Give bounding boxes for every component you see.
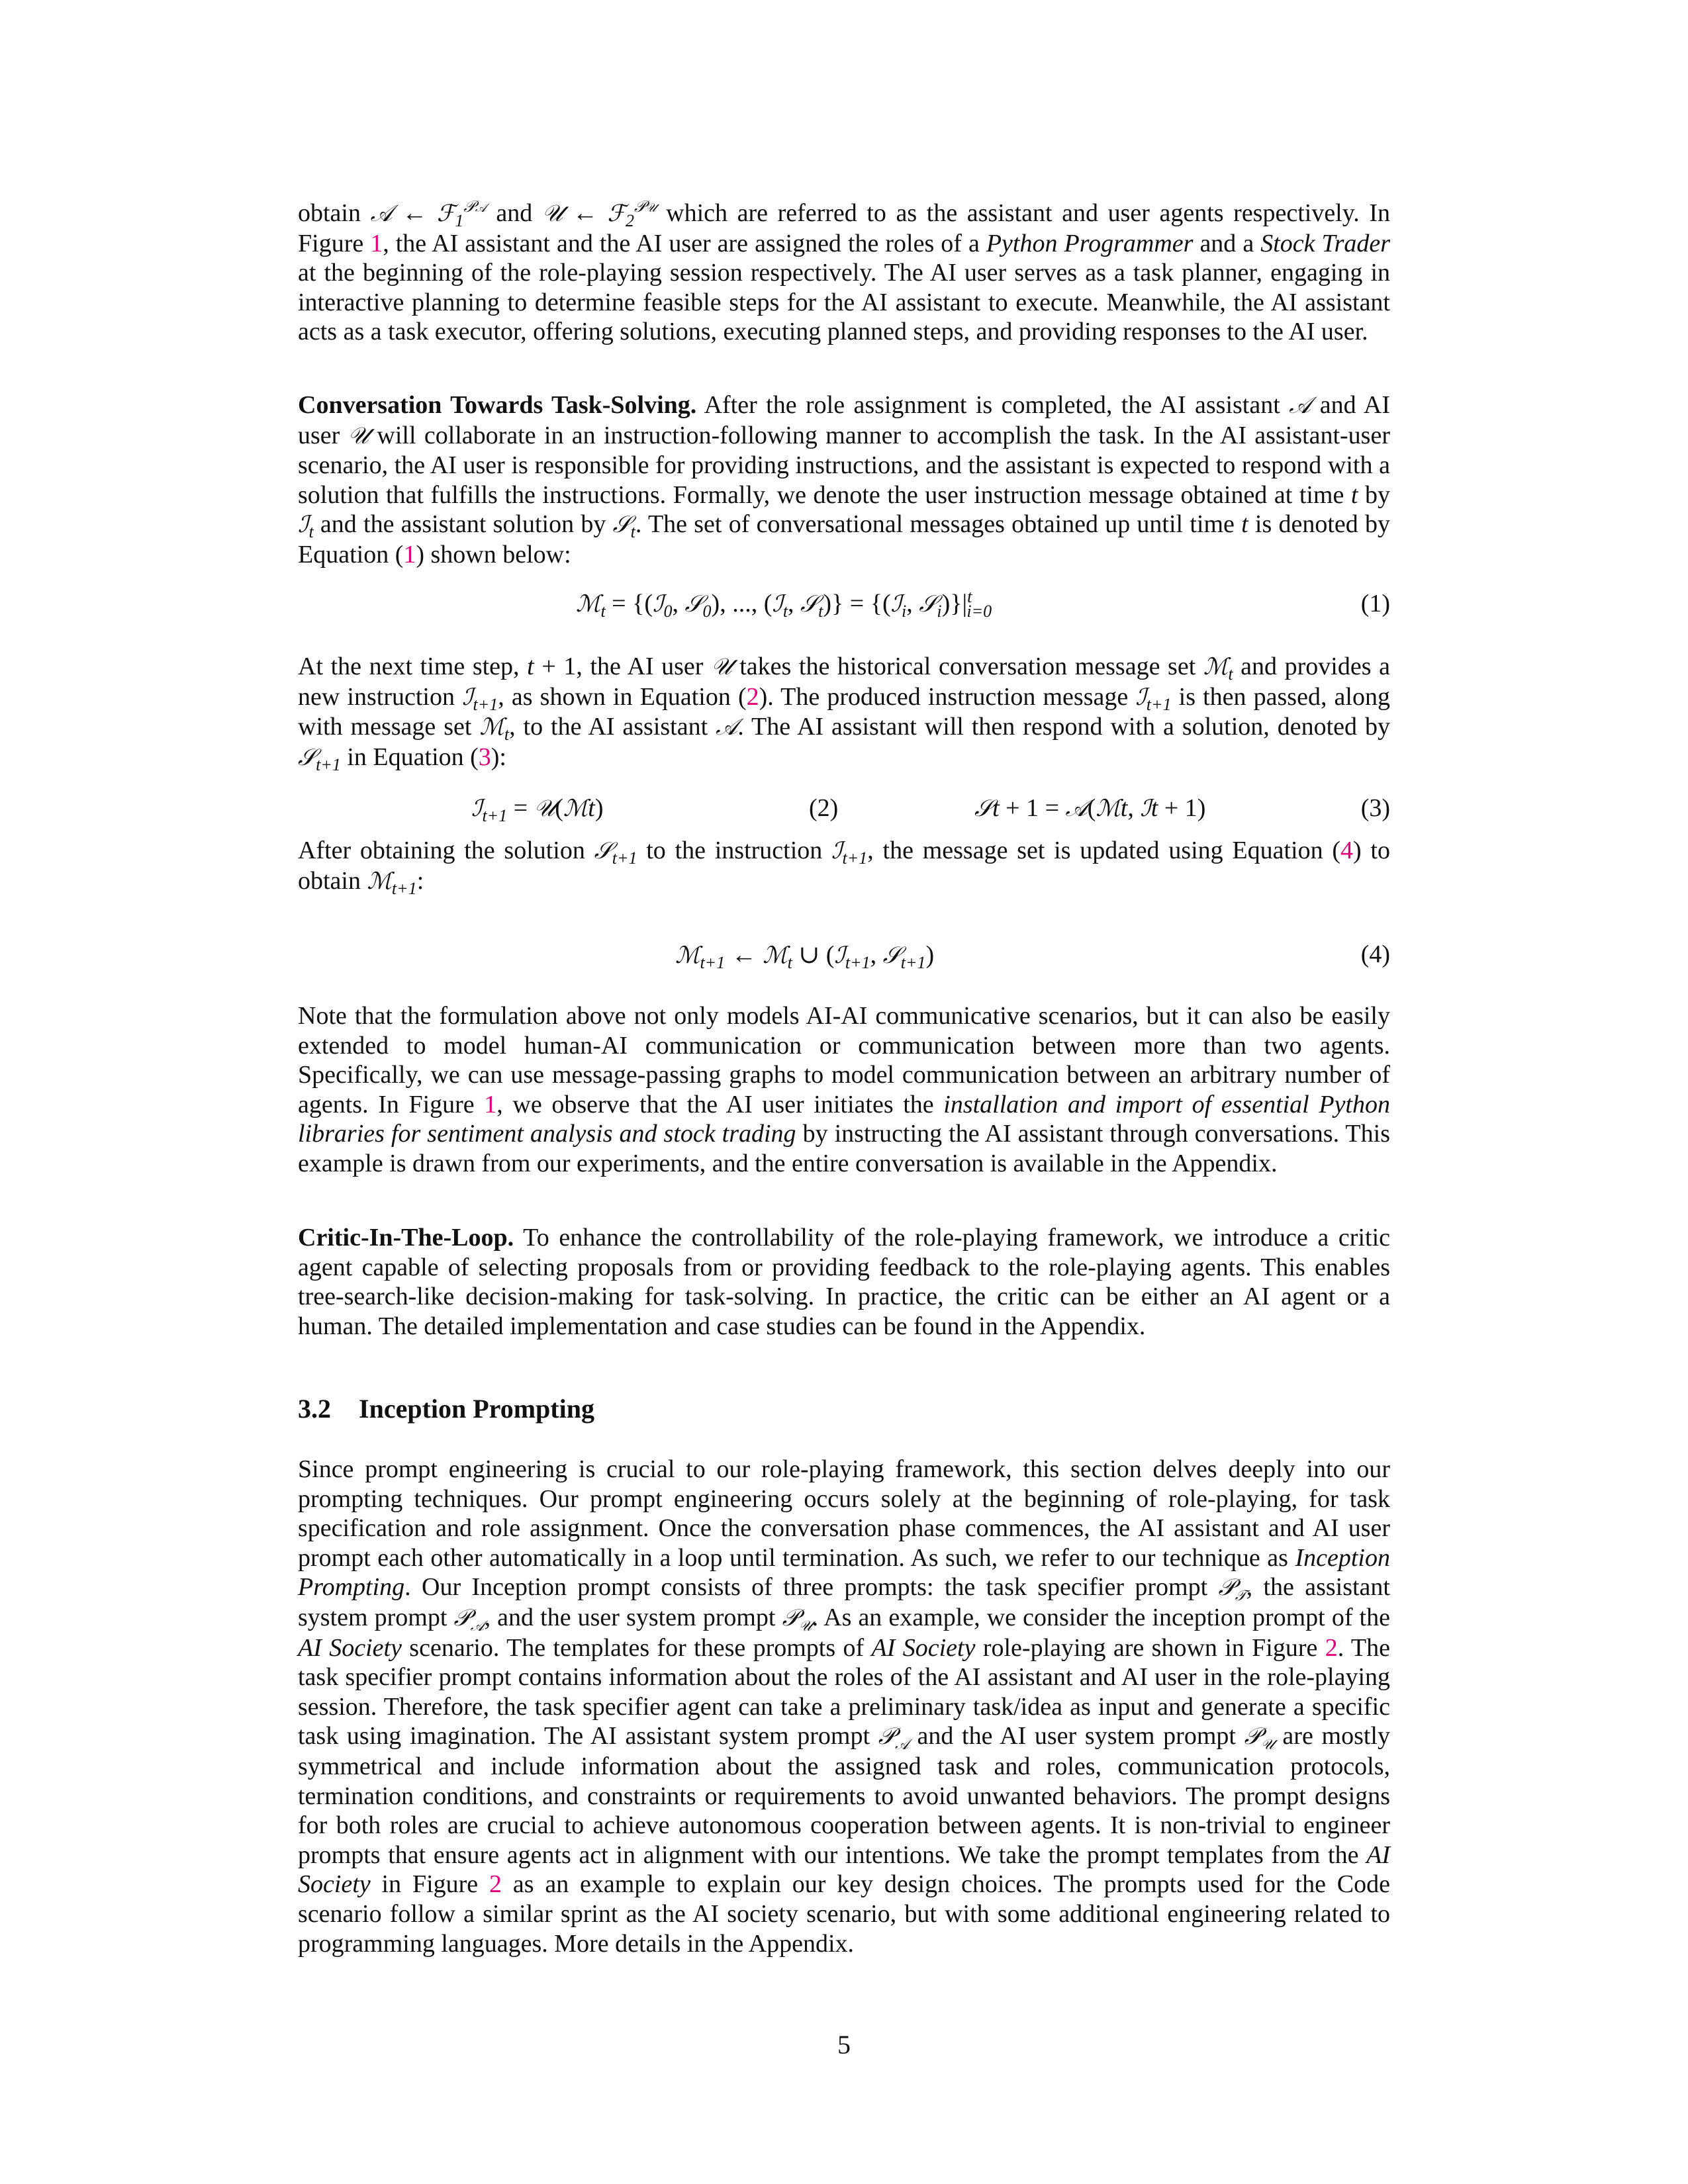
paragraph-conversation: Conversation Towards Task-Solving. After the role assignment is completed, the AI assistant 𝒜 and AI user 𝒰 will collaborate in an instruction-following manner to accomplish the task. In the AI assistant-user scenario, the AI user is responsible for providing instructions, and the assistant is expected to respond with a solution that fulfills the instructions. Formally, we denote the user instruction message obtained at time t by ℐ$_t$ and the assistant solution by 𝒮$_t$. The set of conversational messages obtained up until time t is denoted by Equation (1) shown below:	[298, 391, 1391, 569]
paragraph-next-step: At the next time step, t + 1, the AI user 𝒰 takes the historical conversation message set ℳ$_t$ and provides a new instruction ℐ$_{t+1}$, as shown in Equation (2). The produced instruction message ℐ$_{t+1}$ is then passed, along with message set ℳ$_t$, to the AI assistant 𝒜. The AI assistant will then respond with a solution, denoted by 𝒮$_{t+1}$ in Equation (3):	[298, 653, 1390, 774]
section-heading: 3.2 Inception Prompting	[298, 1394, 594, 1424]
equation-ref[interactable]: 2	[746, 682, 759, 711]
figure-ref[interactable]: 2	[489, 1870, 502, 1899]
paragraph-critic: Critic-In-The-Loop. To enhance the controllability of the role-playing framework, we introduce a critic agent capable of selecting proposals from or providing feedback to the role-playing agents. This enables tree-search-like decision-making for task-solving. In practice, the critic can be either an AI agent or a human. The detailed implementation and case studies can be found in the Appendix.	[298, 1224, 1390, 1340]
paragraph-heading: Conversation Towards Task-Solving.	[298, 391, 697, 419]
equation-ref[interactable]: 1	[403, 540, 416, 569]
figure-ref[interactable]: 2	[1325, 1633, 1338, 1662]
equation-1: ℳ$_t$ = {(ℐ$_0$, 𝒮$_0$), ..., (ℐ$_t$, 𝒮$_t$)} = {(ℐ$_i$, $𝒮_i)\}|^t_{i=0}$	[576, 587, 992, 621]
equation-ref[interactable]: 4	[1340, 837, 1354, 864]
paragraph-inception: Since prompt engineering is crucial to our role-playing framework, this section delves deeply into our prompting techniques. Our prompt engineering occurs solely at the beginning of role-playing, for task specification and role assignment. Once the conversation phase commences, the AI assistant and AI user prompt each other automatically in a loop until termination. As such, we refer to our technique as Inception Prompting. Our Inception prompt consists of three prompts: the task specifier prompt 𝒫$_𝒯$, the assistant system prompt 𝒫$_𝒜$, and the user system prompt 𝒫$_𝒰$. As an example, we consider the inception prompt of the AI Society scenario. The templates for these prompts of AI Society role-playing are shown in Figure 2. The task specifier prompt contains information about the roles of the AI assistant and AI user in the role-playing session. Therefore, the task specifier agent can take a preliminary task/idea as input and generate a specific task using imagination. The AI assistant system prompt 𝒫$_𝒜$ and the AI user system prompt 𝒫$_𝒰$ are mostly symmetrical and include information about the assigned task and roles, communication protocols, termination conditions, and constraints or requirements to avoid unwanted behaviors. The prompt designs for both roles are crucial to achieve autonomous cooperation between agents. It is non-trivial to engineer prompts that ensure agents act in alignment with our intentions. We take the prompt templates from the AI Society in Figure 2 as an example to explain our key design choices. The prompts used for the Code scenario follow a similar sprint as the AI society scenario, but with some additional engineering related to programming languages. More details in the Appendix.	[298, 1455, 1390, 1958]
figure-ref[interactable]: 1	[370, 229, 383, 257]
figure-ref[interactable]: 1	[484, 1090, 497, 1118]
equation-number: (2)	[809, 794, 839, 822]
page-number: 5	[837, 2030, 851, 2060]
equation-4: ℳ$_{t+1}$ ← ℳ$_t$ ∪ (ℐ$_{t+1}$, 𝒮$_{t+1}$)	[675, 941, 935, 972]
paragraph-note: Note that the formulation above not only models AI-AI communicative scenarios, but it can also be easily extended to model human-AI communication or communication between more than two agents. Specifically, we can use message-passing graphs to model communication between an arbitrary number of agents. In Figure 1, we observe that the AI user initiates the installation and import of essential Python libraries for sentiment analysis and stock trading by instructing the AI assistant through conversations. This example is drawn from our experiments, and the entire conversation is available in the Appendix.	[298, 1002, 1390, 1177]
paragraph-agents: obtain 𝒜 ← ℱ$_1^{𝒫𝒜}$ and 𝒰 ← ℱ$_2^{𝒫𝒰}$ which are referred to as the assistant and user agents respectively. In Figure 1, the AI assistant and the AI user are assigned the roles of a Python Programmer and a Stock Trader at the beginning of the role-playing session respectively. The AI user serves as a task planner, engaging in interactive planning to determine feasible steps for the AI assistant to execute. Meanwhile, the AI assistant acts as a task executor, offering solutions, executing planned steps, and providing responses to the AI user.	[298, 197, 1391, 346]
equation-ref[interactable]: 3	[478, 743, 491, 771]
equation-3: 𝒮t + 1 = 𝒜(ℳt, ℐt + 1)	[974, 794, 1206, 822]
equation-number: (1)	[1360, 590, 1390, 617]
equation-2: ℐ$_{t+1}$ = 𝒰(ℳt)	[471, 794, 604, 825]
paragraph-update: After obtaining the solution 𝒮$_{t+1}$ to the instruction ℐ$_{t+1}$, the message set is updated using Equation (4) to obtain ℳ$_{t+1}$:	[298, 837, 1390, 898]
paragraph-heading: Critic-In-The-Loop.	[298, 1224, 514, 1251]
equation-number: (3)	[1360, 794, 1390, 822]
equation-number: (4)	[1360, 940, 1390, 968]
